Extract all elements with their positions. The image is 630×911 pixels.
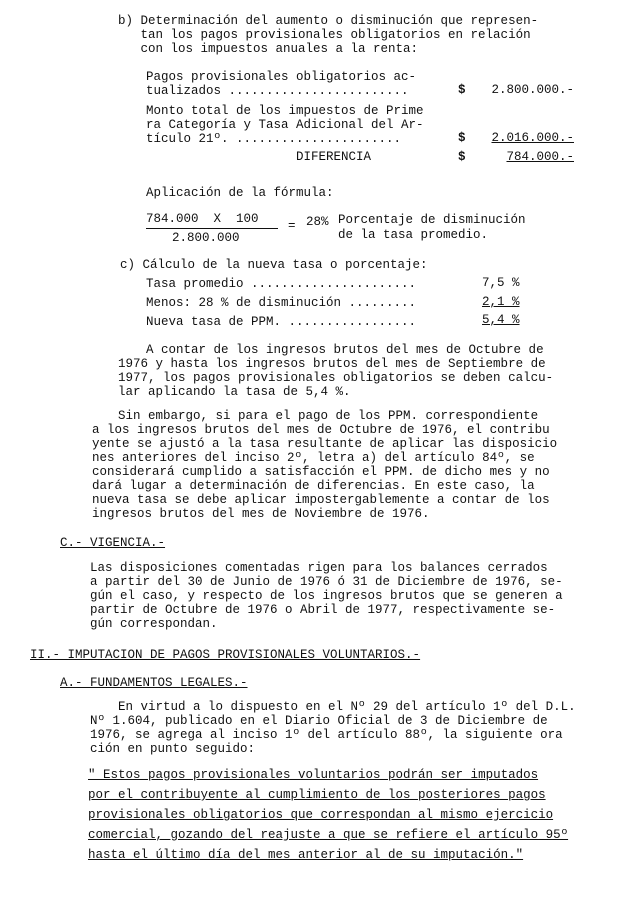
difference-label: DIFERENCIA (296, 150, 372, 164)
section-b-heading-line-2: tan los pagos provisionales obligatorios en relación (118, 28, 531, 42)
row3-currency: $ (458, 150, 466, 164)
quote-line-4: comercial, gozando del reajuste a que se refiere el artículo 95º (88, 828, 569, 842)
quote-line-1: " Estos pagos provisionales voluntarios podrán ser imputados (88, 768, 539, 782)
row2-label-line-1: Monto total de los impuestos de Prime (146, 104, 424, 118)
calc-row-2-label: Menos: 28 % de disminución ......... (146, 296, 417, 310)
calc-row-3-label: Nueva tasa de PPM. ................. (146, 315, 417, 329)
calc-row-3-value: 5,4 % (482, 313, 520, 327)
paragraph2-line-8: ingresos brutos del mes de Noviembre de 1976. (92, 507, 430, 521)
paragraph1-line-1: A contar de los ingresos brutos del mes de Octubre de (146, 343, 544, 357)
section-ii-intro-line-2: Nº 1.604, publicado en el Diario Oficial de 3 de Diciembre de (90, 714, 548, 728)
row3-amount: 784.000.- (506, 150, 574, 164)
quote-line-3: provisionales obligatorios que correspondan al mismo ejercicio (88, 808, 554, 822)
vigencia-line-2: a partir del 30 de Junio de 1976 ó 31 de Diciembre de 1976, se- (90, 575, 563, 589)
row1-label-line-2: tualizados ........................ (146, 84, 409, 98)
paragraph1-line-4: lar aplicando la tasa de 5,4 %. (118, 385, 351, 399)
paragraph2-line-2: a los ingresos brutos del mes de Octubre de 1976, el contribu (92, 423, 550, 437)
row1-currency: $ (458, 83, 466, 97)
paragraph1-line-3: 1977, los pagos provisionales obligatorios se deben calcu- (118, 371, 554, 385)
vigencia-line-4: partir de Octubre de 1976 o Abril de 1977, respectivamente se- (90, 603, 556, 617)
calc-row-1-label: Tasa promedio ...................... (146, 277, 417, 291)
paragraph2-line-1: Sin embargo, si para el pago de los PPM. correspondiente (118, 409, 539, 423)
vigencia-line-5: gún correspondan. (90, 617, 218, 631)
vigencia-line-1: Las disposiciones comentadas rigen para los balances cerrados (90, 561, 548, 575)
formula-equals: = (288, 219, 296, 233)
row2-label-line-3: tículo 21º. ...................... (146, 132, 402, 146)
row2-currency: $ (458, 131, 466, 145)
formula-result: 28% (306, 215, 329, 229)
section-ii-intro-line-3: 1976, se agrega al inciso 1º del artículo 88º, la siguiente ora (90, 728, 563, 742)
vigencia-line-3: gún el caso, y respecto de los ingresos brutos que se generen a (90, 589, 563, 603)
section-b-heading-line-1: b) Determinación del aumento o disminución que represen- (118, 14, 539, 28)
row2-label-line-2: ra Categoría y Tasa Adicional del Ar- (146, 118, 424, 132)
section-ii-intro-line-4: ción en punto seguido: (90, 742, 256, 756)
quote-line-2: por el contribuyente al cumplimiento de los posteriores pagos (88, 788, 546, 802)
formula-description-line-1: Porcentaje de disminución (338, 213, 526, 227)
section-b-heading-line-3: con los impuestos anuales a la renta: (118, 42, 419, 56)
calc-row-1-value: 7,5 % (482, 276, 520, 290)
row1-label-line-1: Pagos provisionales obligatorios ac- (146, 70, 417, 84)
formula-denominator: 2.800.000 (172, 231, 240, 245)
formula-title: Aplicación de la fórmula: (146, 186, 334, 200)
paragraph2-line-7: nueva tasa se debe aplicar impostergablemente a contar de los (92, 493, 550, 507)
row2-amount: 2.016.000.- (491, 131, 574, 145)
paragraph2-line-5: considerará cumplido a satisfacción el PPM. de dicho mes y no (92, 465, 550, 479)
formula-description-line-2: de la tasa promedio. (338, 228, 489, 242)
calc-row-2-value: 2,1 % (482, 295, 520, 309)
paragraph2-line-4: nes anteriores del inciso 2º, letra a) del artículo 84º, se (92, 451, 535, 465)
section-ii-subheading: A.- FUNDAMENTOS LEGALES.- (60, 676, 248, 690)
section-ii-intro-line-1: En virtud a lo dispuesto en el Nº 29 del artículo 1º del D.L. (118, 700, 576, 714)
row1-amount: 2.800.000.- (491, 83, 574, 97)
formula-numerator: 784.000 X 100 (146, 212, 259, 226)
paragraph2-line-6: dará lugar a determinación de diferencias. En este caso, la (92, 479, 535, 493)
paragraph1-line-2: 1976 y hasta los ingresos brutos del mes de Septiembre de (118, 357, 546, 371)
fraction-bar (146, 228, 278, 229)
section-c-calc-heading: c) Cálculo de la nueva tasa o porcentaje: (120, 258, 428, 272)
quote-line-5: hasta el último día del mes anterior al de su imputación." (88, 848, 524, 862)
paragraph2-line-3: yente se ajustó a la tasa resultante de aplicar las disposicio (92, 437, 558, 451)
section-ii-heading: II.- IMPUTACION DE PAGOS PROVISIONALES VOLUNTARIOS.- (30, 648, 421, 662)
vigencia-heading: C.- VIGENCIA.- (60, 536, 166, 550)
